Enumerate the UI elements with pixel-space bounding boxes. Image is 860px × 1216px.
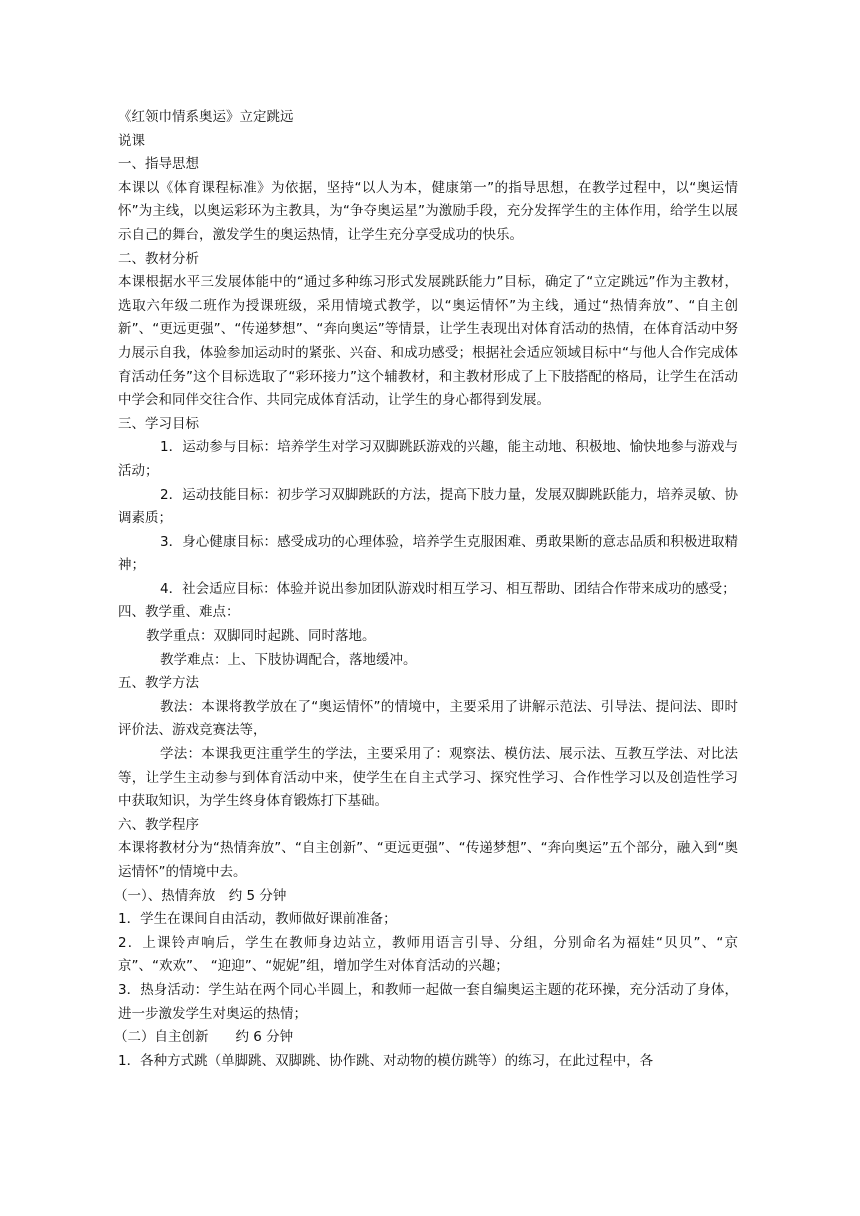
section-heading-guiding-thought: 一、指导思想 [118,156,199,173]
section-heading-teaching-methods: 五、教学方法 [118,675,199,692]
learning-goal-item: 3．身心健康目标：感受成功的心理体验，培养学生克服困难、勇敢果断的意志品质和积极进取精神； [118,533,738,574]
procedure-part-heading: （一）、热情奔放 约 5 分钟 [114,887,287,904]
section-heading-teaching-procedure: 六、教学程序 [118,816,199,833]
section-body-teaching-procedure: 本课将教材分为“热情奔放”、“自主创新”、“更远更强”、“传递梦想”、“奔向奥运”五个部分，融入到“奥运情怀”的情境中去。 [118,840,738,880]
section-body-guiding-thought: 本课以《体育课程标准》为依据，坚持“以人为本，健康第一”的指导思想，在教学过程中，以“奥运情怀”为主线，以奥运彩环为主教具，为“争夺奥运星”为激励手段，充分发挥学生的主体作用，给学生以展示自己的舞台，激发学生的奥运热情，让学生充分享受成功的快乐。 [118,179,738,243]
procedure-step: 1．学生在课间自由活动，教师做好课前准备； [118,911,397,928]
learning-goal-item: 2．运动技能目标：初步学习双脚跳跃的方法，提高下肢力量，发展双脚跳跃能力，培养灵敏、协调素质； [118,486,738,527]
document-body [114,106,738,1073]
teaching-method-text: 教法：本课将教学放在了“奥运情怀”的情境中，主要采用了讲解示范法、引导法、提问法、即时评价法、游戏竞赛法等， [118,698,738,739]
teaching-key-point: 教学重点：双脚同时起跳、同时落地。 [146,628,376,645]
learning-goal-item: 1．运动参与目标：培养学生对学习双脚跳跃游戏的兴趣，能主动地、积极地、愉快地参与游戏与活动； [118,439,738,479]
procedure-step: 2．上课铃声响后，学生在教师身边站立，教师用语言引导、分组，分别命名为福娃“贝贝”、“京京”、“欢欢”、 “迎迎”、“妮妮”组，增加学生对体育活动的兴趣； [118,934,738,975]
document-title: 《红领巾情系奥运》立定跳远 [118,109,294,125]
section-heading-material-analysis: 二、教材分析 [118,250,199,267]
learning-method-text: 学法：本课我更注重学生的学法，主要采用了：观察法、模仿法、展示法、互教互学法、对比法等，让学生主动参与到体育活动中来，使学生在自主式学习、探究性学习、合作性学习以及创造性学习中获取知识，为学生终身体育锻炼打下基础。 [118,746,738,810]
section-heading-key-points: 四、教学重、难点： [118,604,240,621]
procedure-part-heading: （二）自主创新 约 6 分钟 [114,1029,294,1046]
procedure-step: 3．热身活动：学生站在两个同心半圆上，和教师一起做一套自编奥运主题的花环操，充分活动了身体，进一步激发学生对奥运的热情； [118,981,738,1022]
section-body-material-analysis: 本课根据水平三发展体能中的“通过多种练习形式发展跳跃能力”目标，确定了“立定跳远”作为主教材，选取六年级二班作为授课班级，采用情境式教学，以“奥运情怀”为主线，通过“热情奔放”、“自主创新”、“更远更强”、“传递梦想”、“奔向奥运”等情景，让学生表现出对体育活动的热情，在体育活动中努力展示自我，体验参加运动时的紧张、兴奋、和成功感受；根据社会适应领域目标中“与他人合作完成体育活动任务”这个目标选取了“彩环接力”这个辅教材，和主教材形成了上下肢搭配的格局，让学生在活动中学会和同伴交往合作、共同完成体育活动，让学生的身心都得到发展。 [118,274,738,409]
learning-goal-item: 4．社会适应目标：体验并说出参加团队游戏时相互学习、相互帮助、团结合作带来成功的感受； [160,580,736,597]
section-heading-learning-goals: 三、学习目标 [118,415,199,432]
procedure-step: 1．各种方式跳（单脚跳、双脚跳、协作跳、对动物的模仿跳等）的练习，在此过程中，各 [118,1052,654,1069]
document-subtitle: 说课 [118,132,145,149]
teaching-difficulty: 教学难点：上、下肢协调配合，落地缓冲。 [160,651,417,668]
